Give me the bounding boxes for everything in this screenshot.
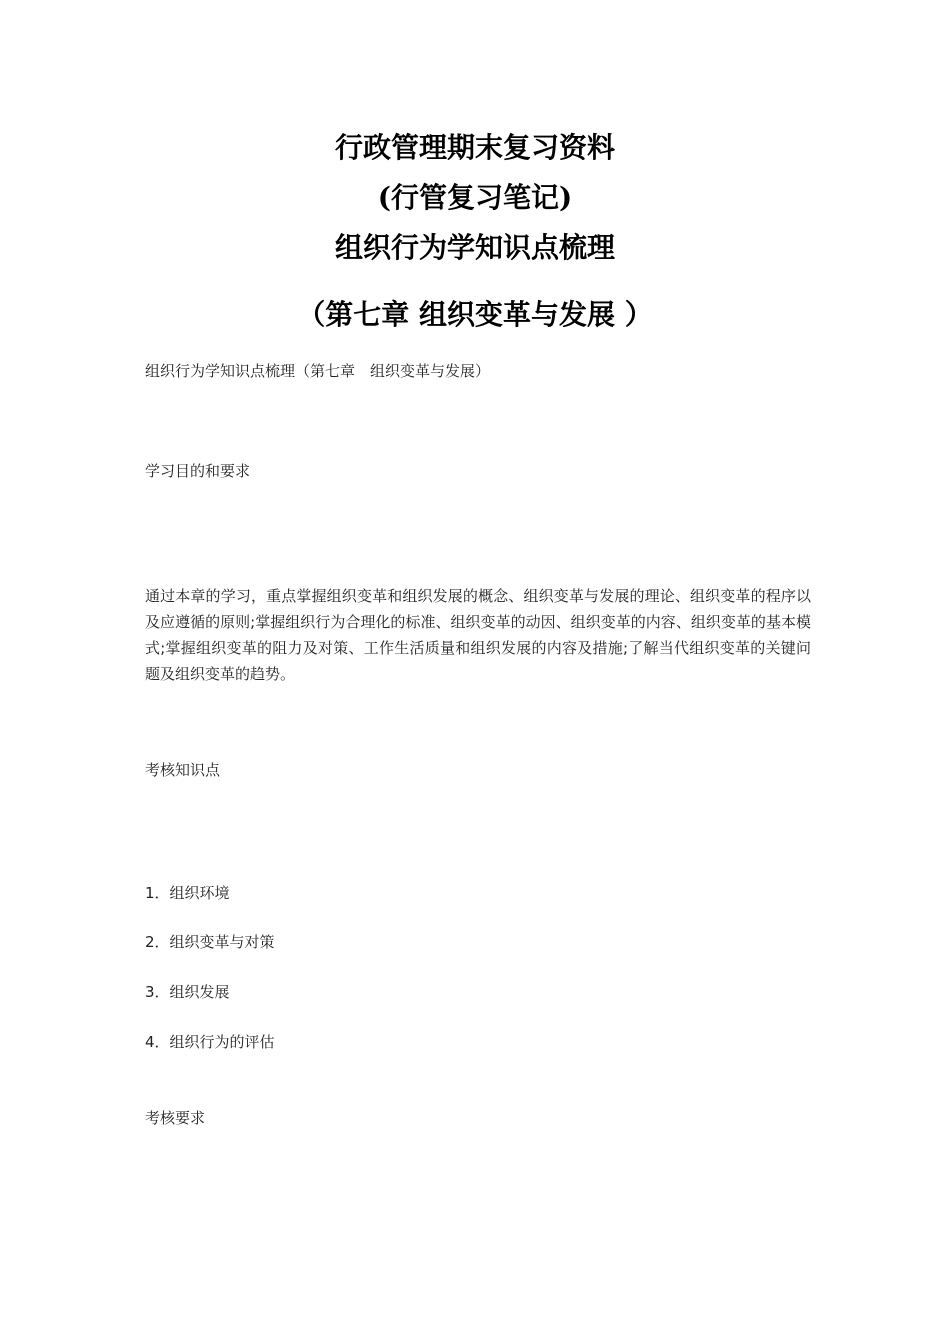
document-title: 行政管理期末复习资料 (334, 131, 615, 164)
chapter-title: （第七章 组织变革与发展 ） (297, 298, 653, 331)
document-title-note: (行管复习笔记) (377, 181, 573, 214)
learning-goals-heading: 学习目的和要求 (145, 462, 251, 480)
list-item: 2．组织变革与对策 (145, 933, 275, 951)
exam-points-heading: 考核知识点 (145, 761, 221, 779)
document-topic-title: 组织行为学知识点梳理 (334, 231, 615, 264)
exam-requirements-heading: 考核要求 (145, 1109, 206, 1127)
chapter-subtitle: 组织行为学知识点梳理（第七章 组织变革与发展） (145, 362, 491, 380)
list-item: 1．组织环境 (145, 884, 230, 902)
list-item: 4．组织行为的评估 (145, 1033, 275, 1051)
learning-goals-paragraph: 通过本章的学习，重点掌握组织变革和组织发展的概念、组织变革与发展的理论、组织变革的程序以及应遵循的原则;掌握组织行为合理化的标准、组织变革的动因、组织变革的内容、组织变革的基本模式;掌握组织变革的阻力及对策、工作生活质量和组织发展的内容及措施;了解当代组织变革的关键问题及组织变革的趋势。 (145, 587, 811, 683)
list-item: 3．组织发展 (145, 983, 230, 1001)
